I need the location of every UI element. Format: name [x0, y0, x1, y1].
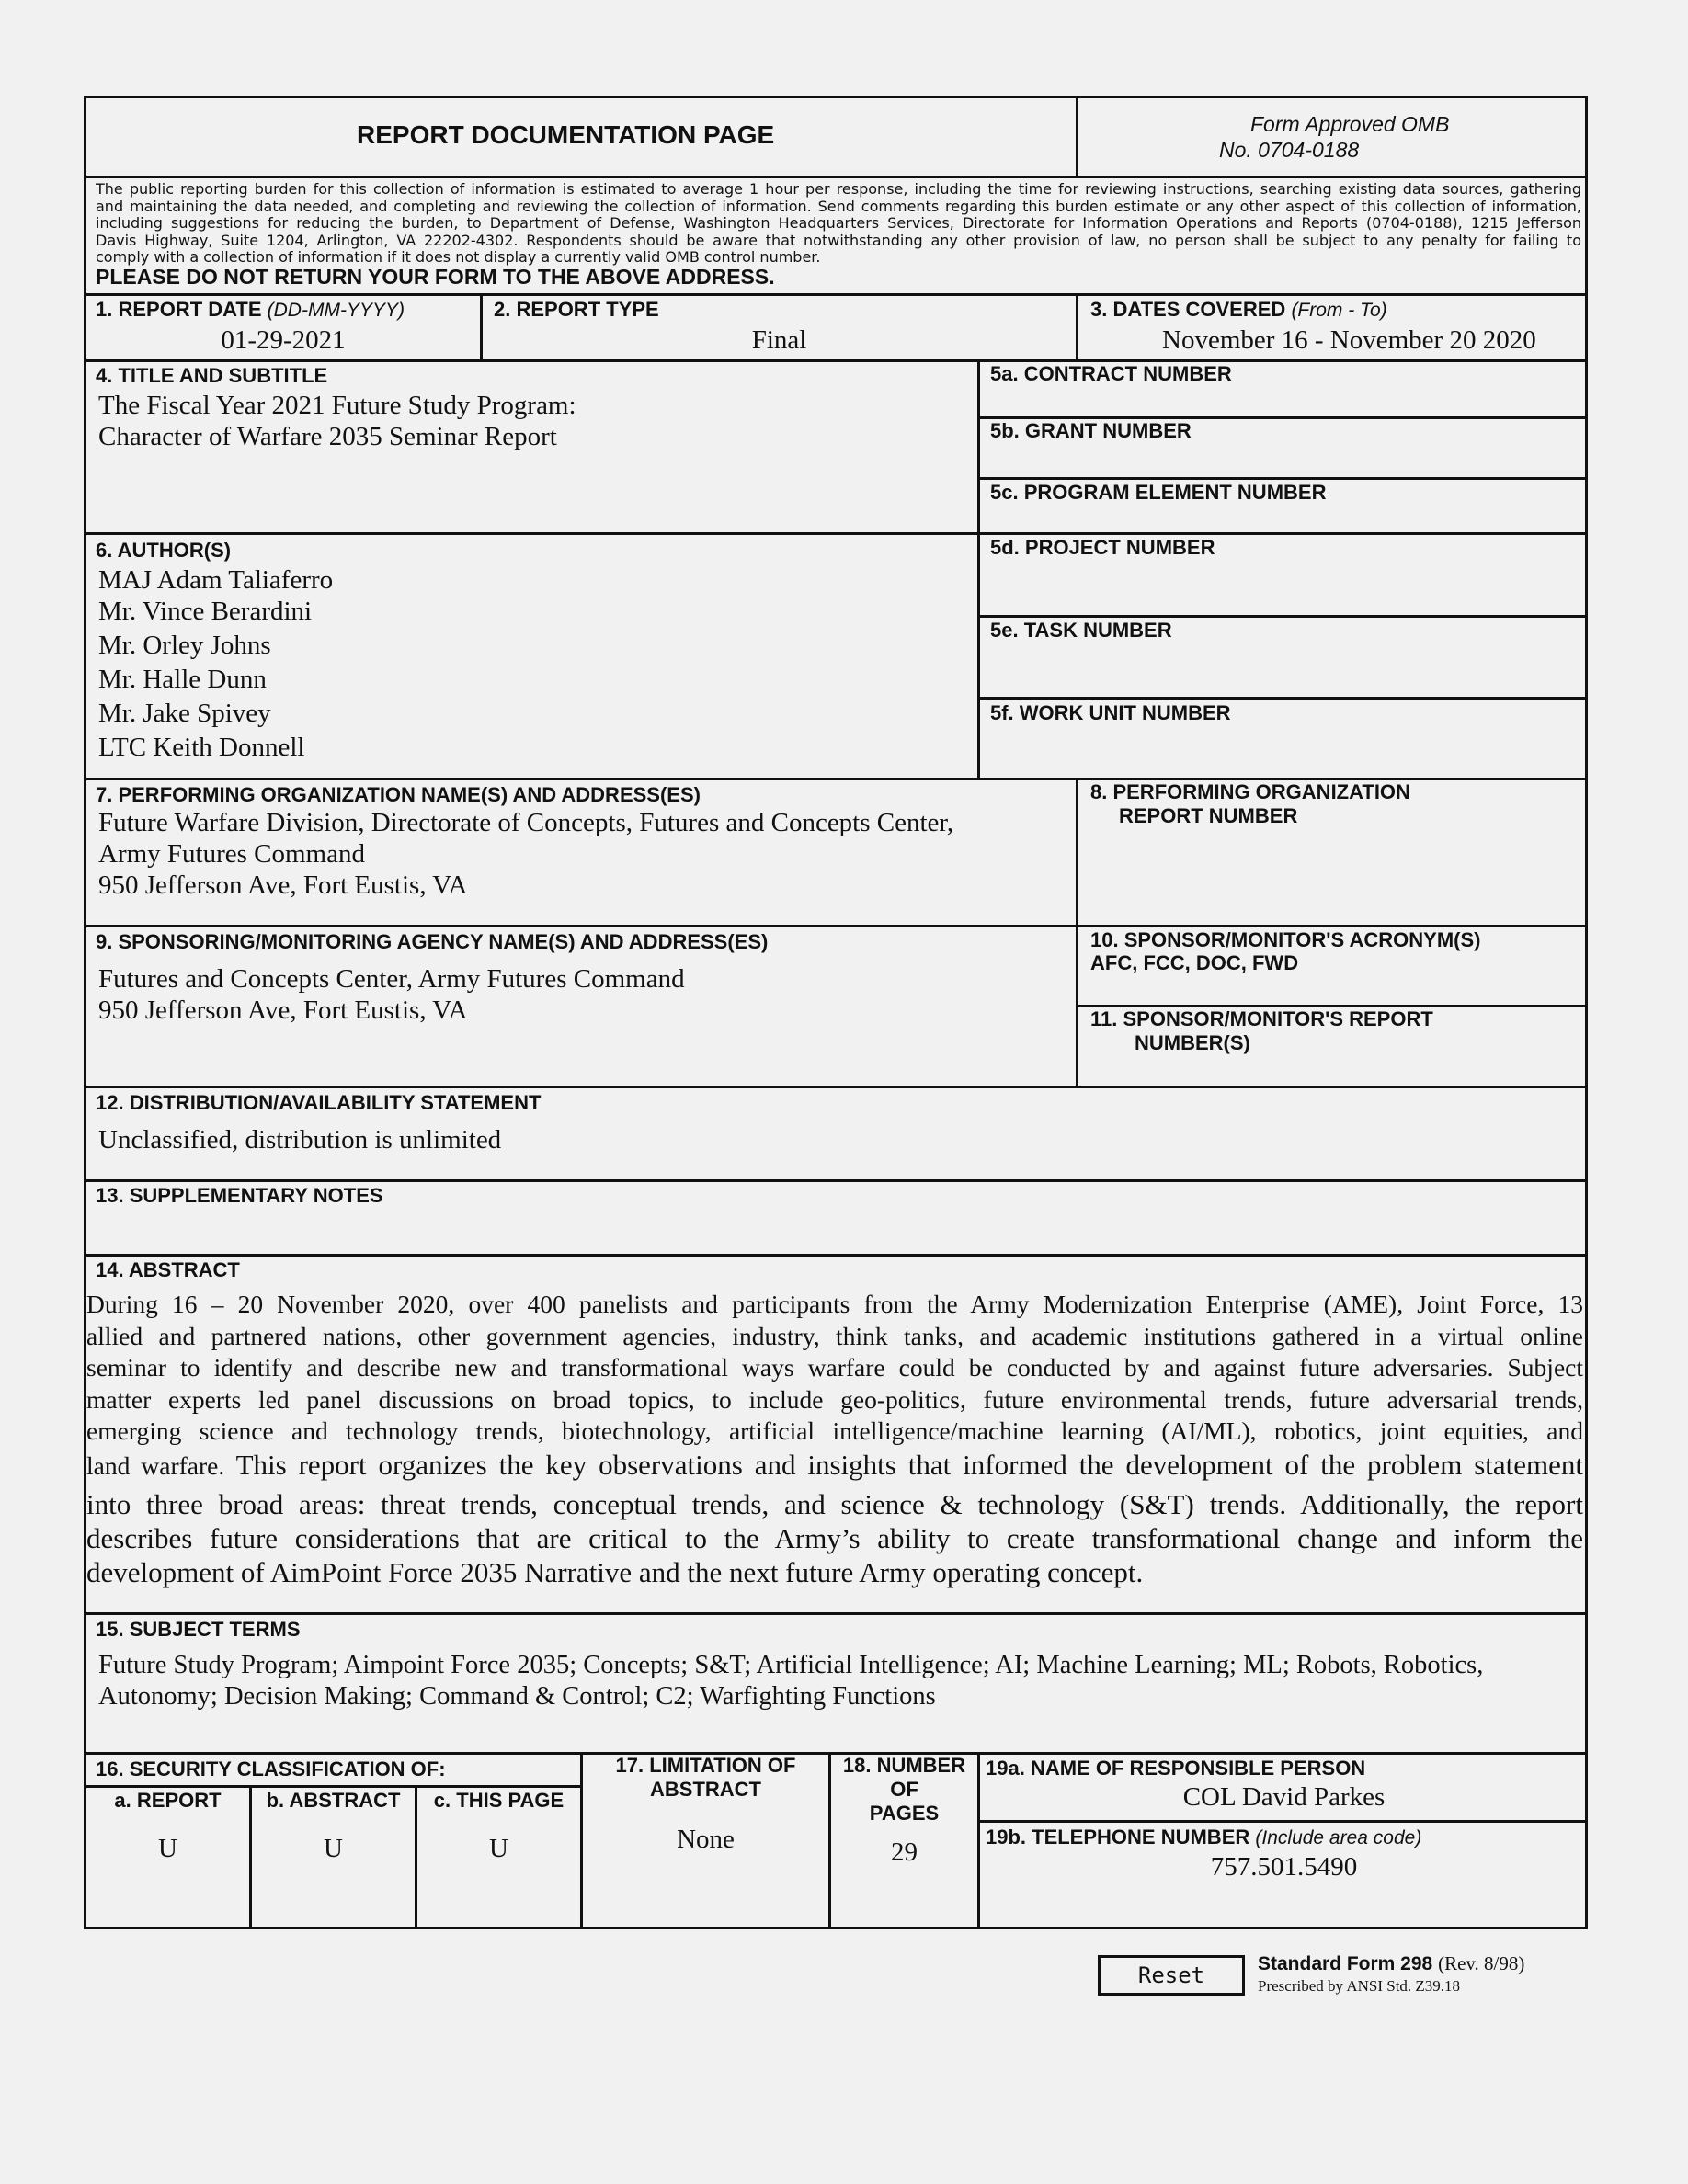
subject-terms-line[interactable]: Future Study Program; Aimpoint Force 2035; Concepts; S&T; Artificial Intelligence; AI; Machine Learning; ML; Robots, Robotics, — [98, 1651, 1484, 1679]
burden-line: Davis Highway, Suite 1204, Arlington, VA 22202-4302. Respondents should be aware that notwithstanding any other provision of law, no person shall be subject to any penalty for failing to — [96, 231, 1581, 249]
subject-terms-label: 15. SUBJECT TERMS — [96, 1618, 301, 1641]
title-label: 4. TITLE AND SUBTITLE — [96, 364, 328, 387]
rule-supp — [84, 1254, 1588, 1257]
pages-label-3: PAGES — [869, 1802, 940, 1825]
performing-org-line[interactable]: 950 Jefferson Ave, Fort Eustis, VA — [98, 870, 468, 900]
prescribed-by: Prescribed by ANSI Std. Z39.18 — [1258, 1977, 1461, 1995]
rule-v-main — [977, 359, 980, 779]
burden-line: including suggestions for reducing the burden, to Department of Defense, Washington Headquarters Services, Directorate for Information Operations and Reports (0704-0188), 1215 Jefferson — [96, 214, 1581, 232]
rule-sponsor — [84, 1086, 1588, 1088]
rule-v-2 — [1076, 293, 1078, 360]
security-report-label: a. REPORT — [114, 1789, 222, 1812]
abstract-line-mixed-b: This report organizes the key observations and insights that informed the development of the problem statement — [224, 1448, 1584, 1481]
sponsor-acronym-label: 10. SPONSOR/MONITOR'S ACRONYM(S) — [1090, 928, 1481, 951]
supplementary-label: 13. SUPPLEMENTARY NOTES — [96, 1184, 383, 1207]
author-name[interactable]: LTC Keith Donnell — [98, 733, 305, 762]
report-date-value[interactable]: 01-29-2021 — [221, 325, 346, 355]
rule-19a — [977, 1820, 1588, 1823]
title-line-1[interactable]: The Fiscal Year 2021 Future Study Program: — [98, 391, 576, 420]
security-label: 16. SECURITY CLASSIFICATION OF: — [96, 1757, 446, 1780]
distribution-label: 12. DISTRIBUTION/AVAILABILITY STATEMENT — [96, 1091, 542, 1114]
sponsor-acronym-value[interactable]: AFC, FCC, DOC, FWD — [1090, 951, 1299, 974]
limitation-label-2: ABSTRACT — [650, 1778, 761, 1801]
pages-label-1: 18. NUMBER — [842, 1754, 966, 1777]
rule-5b — [977, 477, 1588, 480]
sponsoring-agency-line[interactable]: 950 Jefferson Ave, Fort Eustis, VA — [98, 995, 468, 1025]
sponsor-report-label-2: NUMBER(S) — [1135, 1031, 1250, 1054]
grant-number-label: 5b. GRANT NUMBER — [990, 419, 1192, 442]
form-name-text: Standard Form 298 — [1258, 1953, 1433, 1974]
performing-org-report-label-1: 8. PERFORMING ORGANIZATION — [1090, 780, 1410, 803]
security-report-value[interactable]: U — [158, 1834, 177, 1863]
rule-header — [84, 176, 1588, 178]
report-date-label — [96, 298, 405, 323]
responsible-person-label: 19a. NAME OF RESPONSIBLE PERSON — [986, 1757, 1366, 1780]
report-date-hint: (DD-MM-YYYY) — [267, 300, 405, 321]
form-name — [1258, 1951, 1524, 1976]
performing-org-line[interactable]: Army Futures Command — [98, 839, 365, 869]
rule-5e — [977, 697, 1588, 700]
limitation-label-1: 17. LIMITATION OF — [615, 1754, 796, 1777]
rule-burden — [84, 293, 1588, 296]
responsible-person-value[interactable]: COL David Parkes — [1182, 1782, 1386, 1812]
report-type-label: 2. REPORT TYPE — [494, 298, 659, 321]
security-page-value[interactable]: U — [489, 1834, 508, 1863]
burden-statement — [96, 181, 1581, 267]
program-element-label: 5c. PROGRAM ELEMENT NUMBER — [990, 481, 1327, 504]
performing-org-line[interactable]: Future Warfare Division, Directorate of Concepts, Futures and Concepts Center, — [98, 808, 954, 837]
pages-label-2: OF — [890, 1778, 918, 1801]
abstract-line-mixed — [86, 1448, 1583, 1487]
reset-button-label: Reset — [1137, 1962, 1205, 1988]
task-number-label: 5e. TASK NUMBER — [990, 619, 1172, 642]
security-abstract-value[interactable]: U — [324, 1834, 343, 1863]
sponsoring-agency-label: 9. SPONSORING/MONITORING AGENCY NAME(S) AND ADDRESS(ES) — [96, 930, 769, 953]
author-name[interactable]: Mr. Halle Dunn — [98, 665, 267, 694]
abstract-line: allied and partnered nations, other government agencies, industry, think tanks, and academic institutions gathered in a virtual online — [86, 1321, 1583, 1350]
abstract-text[interactable] — [86, 1289, 1583, 1589]
work-unit-label: 5f. WORK UNIT NUMBER — [990, 701, 1231, 724]
telephone-value[interactable]: 757.501.5490 — [1210, 1852, 1358, 1882]
sponsoring-agency-line[interactable]: Futures and Concepts Center, Army Futures Command — [98, 964, 685, 994]
pages-value[interactable]: 29 — [891, 1837, 918, 1867]
omb-line1: Form Approved OMB — [1250, 112, 1450, 136]
sponsor-report-label-1: 11. SPONSOR/MONITOR'S REPORT — [1090, 1007, 1433, 1030]
subject-terms-line[interactable]: Autonomy; Decision Making; Command & Control; C2; Warfighting Functions — [98, 1682, 936, 1711]
performing-org-label: 7. PERFORMING ORGANIZATION NAME(S) AND ADDRESS(ES) — [96, 783, 701, 806]
abstract-line: seminar to identify and describe new and transformational ways warfare could be conducted by and against future adversaries. Subject — [86, 1353, 1583, 1382]
author-name[interactable]: Mr. Jake Spivey — [98, 699, 271, 728]
rule-v-19 — [977, 1752, 980, 1929]
rule-v-org — [1076, 778, 1078, 1086]
burden-line: and maintaining the data needed, and completing and reviewing the collection of information. Send comments regarding this burden estimate or any other aspect of this collection of information, — [96, 197, 1581, 215]
rule-row1 — [84, 359, 1588, 362]
project-number-label: 5d. PROJECT NUMBER — [990, 536, 1215, 559]
author-name[interactable]: Mr. Orley Johns — [98, 631, 271, 660]
dates-covered-label-text: 3. DATES COVERED — [1090, 298, 1286, 321]
telephone-label — [986, 1826, 1421, 1850]
performing-org-report-label-2: REPORT NUMBER — [1119, 804, 1298, 827]
authors-label: 6. AUTHOR(S) — [96, 539, 232, 562]
abstract-line: emerging science and technology trends, biotechnology, artificial intelligence/machine learning (AI/ML), robotics, joint equities, and — [86, 1416, 1583, 1445]
telephone-label-text: 19b. TELEPHONE NUMBER — [986, 1826, 1250, 1848]
security-page-label: c. THIS PAGE — [433, 1789, 565, 1812]
reset-button[interactable] — [1098, 1955, 1245, 1996]
report-date-label-text: 1. REPORT DATE — [96, 298, 262, 321]
rule-abstract — [84, 1612, 1588, 1615]
abstract-line: matter experts led panel discussions on broad topics, to include geo-politics, future environmental trends, future adversarial trends, — [86, 1384, 1583, 1414]
author-name[interactable]: Mr. Vince Berardini — [98, 597, 313, 626]
title-line-2[interactable]: Character of Warfare 2035 Seminar Report — [98, 422, 557, 451]
abstract-line: development of AimPoint Force 2035 Narrative and the next future Army operating concept. — [86, 1555, 1144, 1588]
return-warning: PLEASE DO NOT RETURN YOUR FORM TO THE ABOVE ADDRESS. — [96, 265, 775, 289]
rule-16a — [84, 1785, 581, 1788]
rule-5d — [977, 615, 1588, 618]
abstract-line: During 16 – 20 November 2020, over 400 panelists and participants from the Army Modernization Enterprise (AME), Joint Force, 13 — [86, 1290, 1583, 1318]
contract-number-label: 5a. CONTRACT NUMBER — [990, 362, 1232, 385]
security-abstract-label: b. ABSTRACT — [266, 1789, 401, 1812]
dates-covered-value[interactable]: November 16 - November 20 2020 — [1162, 325, 1536, 355]
form-rev: (Rev. 8/98) — [1438, 1952, 1525, 1974]
omb-line2: No. 0704-0188 — [1219, 138, 1360, 162]
rule-dist — [84, 1179, 1588, 1182]
limitation-value[interactable]: None — [677, 1825, 735, 1854]
distribution-value[interactable]: Unclassified, distribution is unlimited — [98, 1125, 502, 1155]
dates-covered-hint: (From - To) — [1291, 300, 1387, 321]
telephone-hint: (Include area code) — [1255, 1827, 1422, 1848]
burden-line: comply with a collection of information if it does not display a currently valid OMB control number. — [96, 248, 821, 266]
report-type-value[interactable]: Final — [751, 325, 807, 355]
author-name[interactable]: MAJ Adam Taliaferro — [98, 565, 334, 595]
abstract-line: describes future considerations that are critical to the Army’s ability to create transformational change and inform the — [86, 1521, 1583, 1554]
burden-line: The public reporting burden for this collection of information is estimated to average 1 hour per response, including the time for reviewing instructions, searching existing data sources, gathering — [96, 180, 1581, 198]
abstract-label: 14. ABSTRACT — [96, 1258, 240, 1281]
rule-org — [84, 925, 1588, 927]
abstract-line: into three broad areas: threat trends, conceptual trends, and science & technology (S&T) trends. Additionally, the report — [86, 1487, 1583, 1520]
rule-title — [84, 532, 1588, 535]
abstract-line-mixed-a: land warfare. — [86, 1450, 225, 1480]
rule-v-header — [1076, 96, 1078, 176]
page-title: REPORT DOCUMENTATION PAGE — [357, 120, 775, 149]
dates-covered-label — [1090, 298, 1387, 323]
